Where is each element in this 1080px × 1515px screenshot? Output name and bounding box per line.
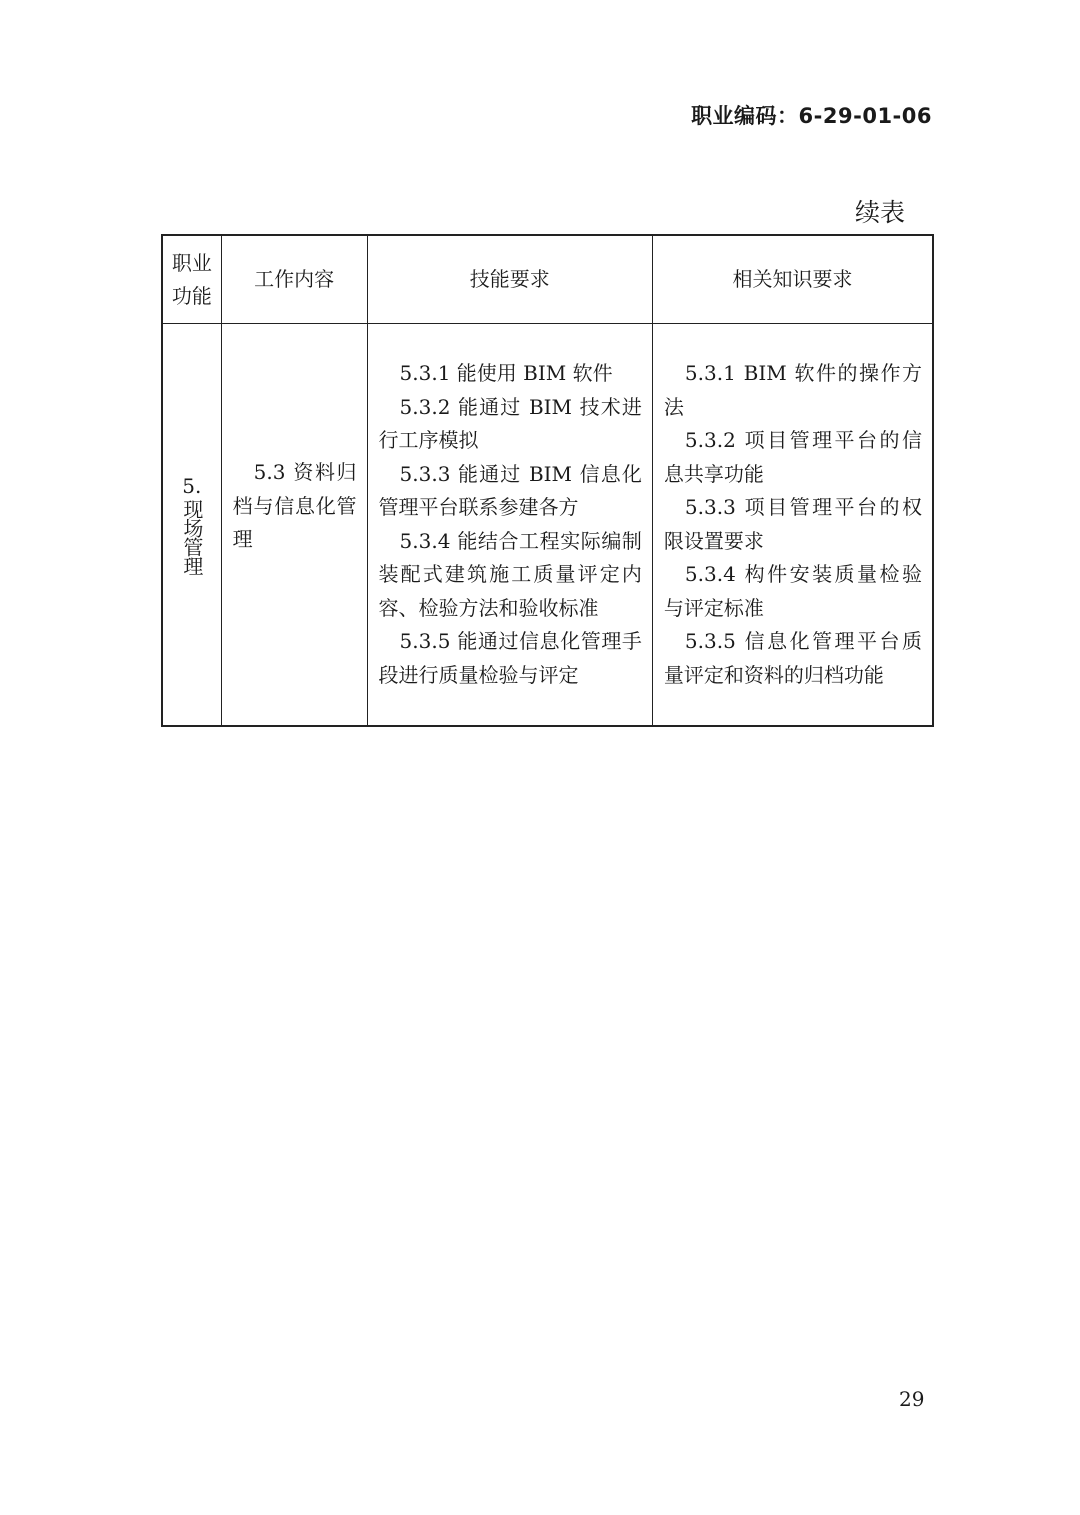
requirements-table [161, 234, 934, 727]
knowledge-item: 5.3.3 项目管理平台的权限设置要求 [663, 495, 922, 553]
knowledge-item: 5.3.4 构件安装质量检验与评定标准 [663, 562, 922, 620]
knowledge-cell [652, 324, 933, 727]
skill-item: 5.3.1 能使用 BIM 软件 [399, 361, 613, 385]
knowledge-item: 5.3.2 项目管理平台的信息共享功能 [663, 428, 922, 486]
function-number: 5. [182, 473, 202, 498]
header-work-content: 工作内容 [221, 235, 367, 324]
header-knowledge: 相关知识要求 [652, 235, 933, 324]
function-name: 现场管理 [179, 498, 204, 575]
work-content-cell [221, 324, 367, 727]
table-header-row [162, 235, 933, 324]
knowledge-item: 5.3.1 BIM 软件的操作方法 [663, 361, 922, 419]
work-content: 5.3 资料归档与信息化管理 [232, 460, 357, 552]
header-skills: 技能要求 [367, 235, 652, 324]
skill-item: 5.3.2 能通过 BIM 技术进行工序模拟 [378, 394, 642, 452]
page-number: 29 [899, 1387, 925, 1411]
continued-label: 续表 [854, 198, 905, 227]
table-row [162, 324, 933, 727]
skills-cell [367, 324, 652, 727]
knowledge-item: 5.3.5 信息化管理平台质量评定和资料的归档功能 [663, 629, 922, 687]
header-function: 职业 功能 [162, 235, 221, 324]
skill-item: 5.3.4 能结合工程实际编制装配式建筑施工质量评定内容、检验方法和验收标准 [378, 528, 642, 620]
function-cell [162, 324, 221, 727]
skill-item: 5.3.5 能通过信息化管理手段进行质量检验与评定 [378, 629, 642, 687]
occupation-code: 职业编码：6-29-01-06 [691, 104, 932, 128]
skill-item: 5.3.3 能通过 BIM 信息化管理平台联系参建各方 [378, 461, 642, 519]
